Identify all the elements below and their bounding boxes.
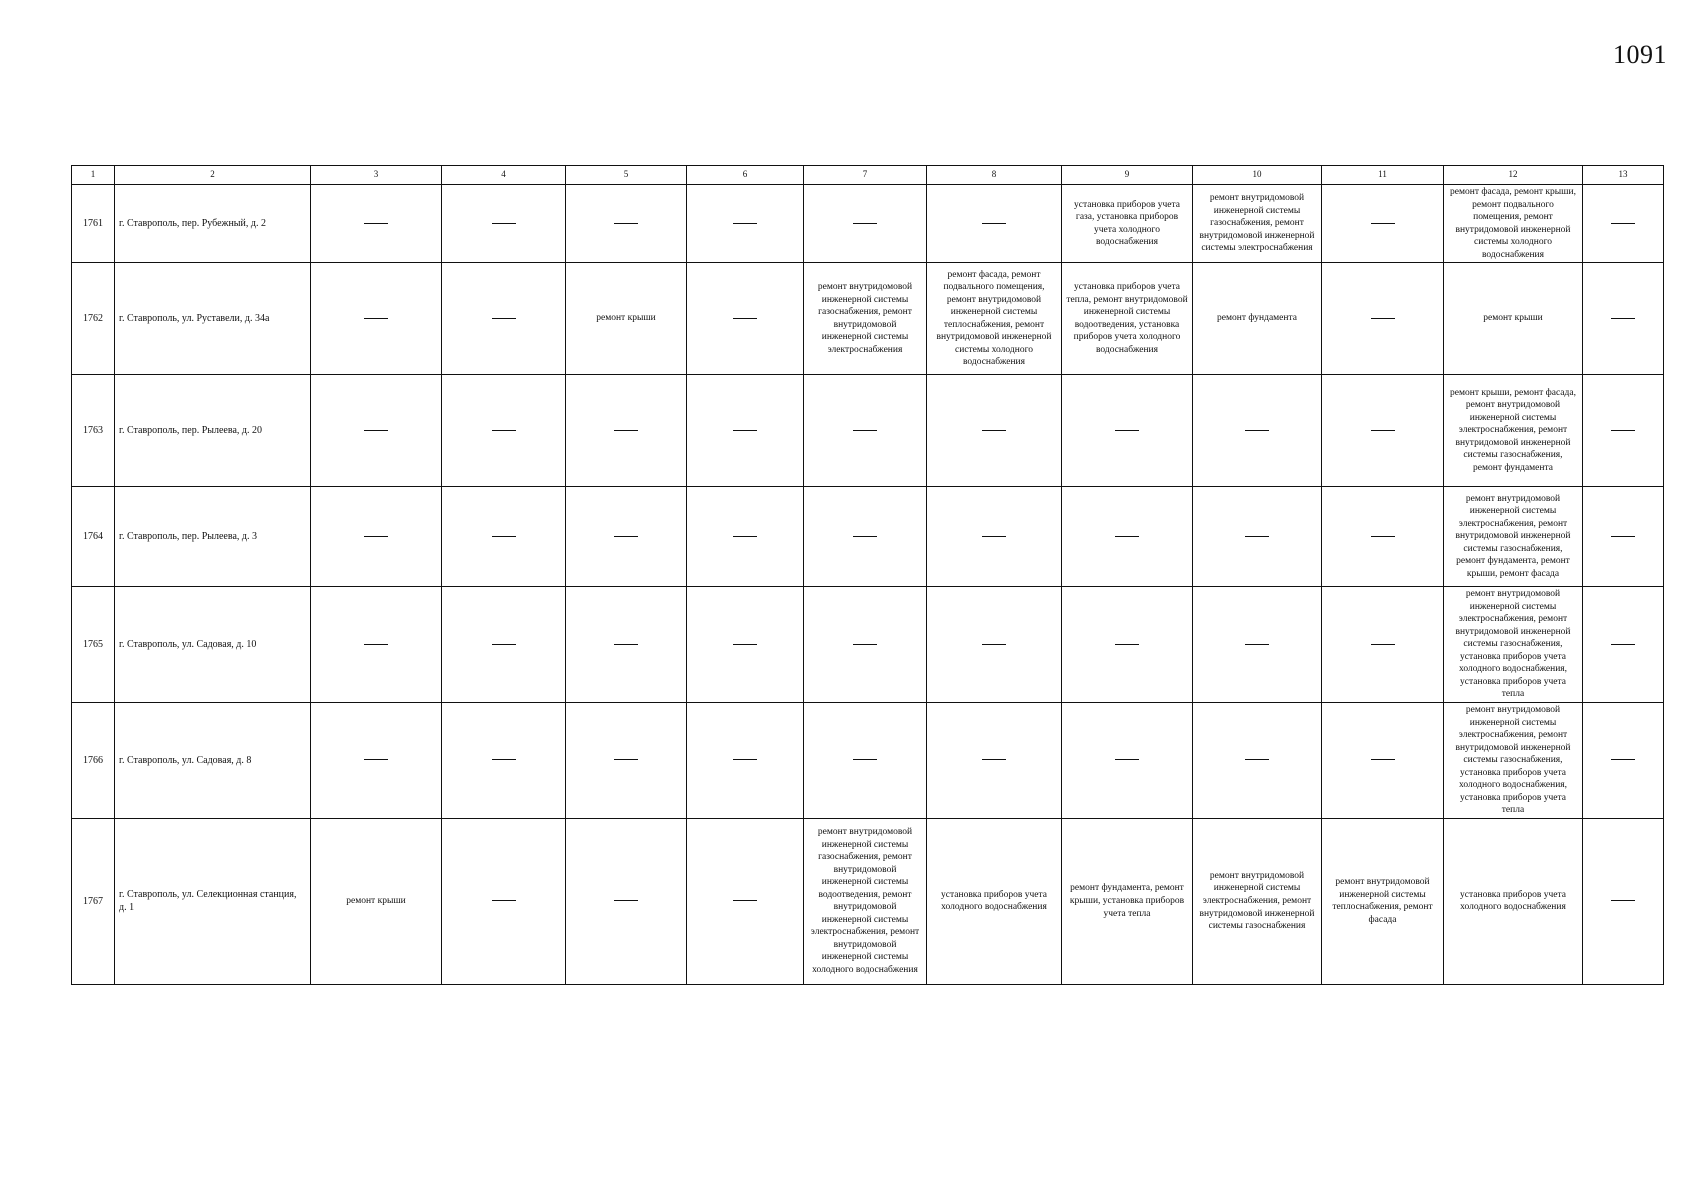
- table-cell: [1583, 702, 1664, 818]
- table-cell: ремонт внутридомовой инженерной системы электроснабжения, ремонт внутридомовой инженерной системы газоснабжения: [1193, 818, 1322, 984]
- empty-dash: [364, 223, 388, 224]
- table-cell: [687, 185, 804, 263]
- empty-dash: [614, 644, 638, 645]
- table-cell: ремонт крыши: [566, 263, 687, 375]
- column-header: 10: [1193, 166, 1322, 185]
- table-cell: [566, 375, 687, 487]
- empty-dash: [1611, 318, 1635, 319]
- table-cell: ремонт фасада, ремонт подвального помещения, ремонт внутридомовой инженерной системы теплоснабжения, ремонт внутридомовой инженерной системы холодного водоснабжения: [927, 263, 1062, 375]
- table-cell: [442, 818, 566, 984]
- table-cell: [1193, 587, 1322, 703]
- table-cell: ремонт внутридомовой инженерной системы электроснабжения, ремонт внутридомовой инженерной системы газоснабжения, установка приборов учета холодного водоснабжения, установка приборов учета тепла: [1444, 702, 1583, 818]
- row-number: 1762: [72, 263, 115, 375]
- table-cell: [1322, 487, 1444, 587]
- table-cell: установка приборов учета холодного водоснабжения: [927, 818, 1062, 984]
- empty-dash: [853, 759, 877, 760]
- table-cell: [442, 702, 566, 818]
- empty-dash: [1611, 900, 1635, 901]
- header-row: [72, 166, 1664, 185]
- table-cell: [442, 185, 566, 263]
- table-cell: [804, 375, 927, 487]
- table-row: [72, 185, 1664, 263]
- table-cell: [1193, 487, 1322, 587]
- empty-dash: [1115, 644, 1139, 645]
- table-cell: ремонт крыши: [1444, 263, 1583, 375]
- table-cell: ремонт фасада, ремонт крыши, ремонт подвального помещения, ремонт внутридомовой инженерной системы холодного водоснабжения: [1444, 185, 1583, 263]
- table-cell: [311, 702, 442, 818]
- column-header: 4: [442, 166, 566, 185]
- table-cell: [927, 587, 1062, 703]
- empty-dash: [733, 536, 757, 537]
- empty-dash: [853, 536, 877, 537]
- address-cell: г. Ставрополь, ул. Селекционная станция, д. 1: [115, 818, 311, 984]
- table-cell: [1583, 375, 1664, 487]
- table-cell: [566, 487, 687, 587]
- table-cell: [566, 818, 687, 984]
- empty-dash: [733, 759, 757, 760]
- empty-dash: [614, 430, 638, 431]
- address-cell: г. Ставрополь, ул. Садовая, д. 8: [115, 702, 311, 818]
- empty-dash: [982, 644, 1006, 645]
- empty-dash: [1115, 759, 1139, 760]
- empty-dash: [1245, 430, 1269, 431]
- empty-dash: [1371, 223, 1395, 224]
- table-cell: установка приборов учета холодного водоснабжения: [1444, 818, 1583, 984]
- empty-dash: [1611, 536, 1635, 537]
- table-cell: ремонт внутридомовой инженерной системы газоснабжения, ремонт внутридомовой инженерной системы электроснабжения: [1193, 185, 1322, 263]
- table-cell: ремонт крыши: [311, 818, 442, 984]
- empty-dash: [492, 430, 516, 431]
- empty-dash: [982, 223, 1006, 224]
- empty-dash: [1611, 430, 1635, 431]
- empty-dash: [614, 536, 638, 537]
- table-cell: ремонт внутридомовой инженерной системы газоснабжения, ремонт внутридомовой инженерной системы водоотведения, ремонт внутридомовой инженерной системы электроснабжения, ремонт внутридомовой инженерной системы холодного водоснабжения: [804, 818, 927, 984]
- table-cell: ремонт фундамента, ремонт крыши, установка приборов учета тепла: [1062, 818, 1193, 984]
- table-cell: [311, 185, 442, 263]
- empty-dash: [1371, 644, 1395, 645]
- empty-dash: [1371, 318, 1395, 319]
- table-cell: [1322, 587, 1444, 703]
- table-cell: установка приборов учета тепла, ремонт внутридомовой инженерной системы водоотведения, установка приборов учета холодного водоснабжения: [1062, 263, 1193, 375]
- table-cell: [927, 702, 1062, 818]
- table-row: [72, 587, 1664, 703]
- empty-dash: [1611, 759, 1635, 760]
- table-cell: [804, 185, 927, 263]
- empty-dash: [492, 644, 516, 645]
- empty-dash: [492, 759, 516, 760]
- empty-dash: [733, 318, 757, 319]
- table-cell: [442, 587, 566, 703]
- table-cell: [1322, 185, 1444, 263]
- table-cell: [1583, 263, 1664, 375]
- column-header: 9: [1062, 166, 1193, 185]
- column-header: 11: [1322, 166, 1444, 185]
- address-cell: г. Ставрополь, пер. Рубежный, д. 2: [115, 185, 311, 263]
- table-cell: ремонт внутридомовой инженерной системы теплоснабжения, ремонт фасада: [1322, 818, 1444, 984]
- table-row: [72, 702, 1664, 818]
- address-cell: г. Ставрополь, пер. Рылеева, д. 20: [115, 375, 311, 487]
- table-cell: [927, 185, 1062, 263]
- table-cell: ремонт внутридомовой инженерной системы электроснабжения, ремонт внутридомовой инженерной системы газоснабжения, установка приборов учета холодного водоснабжения, установка приборов учета тепла: [1444, 587, 1583, 703]
- empty-dash: [492, 536, 516, 537]
- row-number: 1761: [72, 185, 115, 263]
- column-header: 7: [804, 166, 927, 185]
- table-cell: ремонт фундамента: [1193, 263, 1322, 375]
- row-number: 1766: [72, 702, 115, 818]
- empty-dash: [364, 644, 388, 645]
- table-cell: [1062, 702, 1193, 818]
- empty-dash: [733, 223, 757, 224]
- empty-dash: [733, 644, 757, 645]
- empty-dash: [1611, 223, 1635, 224]
- table-cell: [687, 487, 804, 587]
- empty-dash: [982, 536, 1006, 537]
- table-cell: [1062, 587, 1193, 703]
- column-header: 6: [687, 166, 804, 185]
- empty-dash: [364, 759, 388, 760]
- empty-dash: [364, 318, 388, 319]
- column-header: 12: [1444, 166, 1583, 185]
- empty-dash: [1371, 536, 1395, 537]
- empty-dash: [614, 223, 638, 224]
- table-cell: [1062, 487, 1193, 587]
- table-cell: ремонт внутридомовой инженерной системы газоснабжения, ремонт внутридомовой инженерной системы электроснабжения: [804, 263, 927, 375]
- page-number: 1091: [1613, 40, 1667, 69]
- table-cell: [687, 587, 804, 703]
- column-header: 1: [72, 166, 115, 185]
- column-header: 3: [311, 166, 442, 185]
- column-header: 5: [566, 166, 687, 185]
- table-cell: [927, 375, 1062, 487]
- row-number: 1764: [72, 487, 115, 587]
- address-cell: г. Ставрополь, ул. Садовая, д. 10: [115, 587, 311, 703]
- empty-dash: [1245, 644, 1269, 645]
- table-row: [72, 375, 1664, 487]
- table-cell: [1322, 702, 1444, 818]
- empty-dash: [733, 900, 757, 901]
- table-cell: [687, 702, 804, 818]
- table-cell: [311, 587, 442, 703]
- table-cell: [1583, 487, 1664, 587]
- table-cell: [804, 702, 927, 818]
- column-header: 13: [1583, 166, 1664, 185]
- empty-dash: [492, 223, 516, 224]
- table-cell: [1062, 375, 1193, 487]
- table-cell: [311, 487, 442, 587]
- empty-dash: [982, 759, 1006, 760]
- empty-dash: [1115, 536, 1139, 537]
- table-row: [72, 818, 1664, 984]
- empty-dash: [1115, 430, 1139, 431]
- column-header: 2: [115, 166, 311, 185]
- empty-dash: [853, 430, 877, 431]
- column-header: 8: [927, 166, 1062, 185]
- empty-dash: [1371, 430, 1395, 431]
- empty-dash: [1371, 759, 1395, 760]
- table-cell: [1193, 375, 1322, 487]
- empty-dash: [614, 900, 638, 901]
- row-number: 1767: [72, 818, 115, 984]
- empty-dash: [1611, 644, 1635, 645]
- empty-dash: [982, 430, 1006, 431]
- empty-dash: [364, 430, 388, 431]
- empty-dash: [492, 318, 516, 319]
- table-cell: [566, 185, 687, 263]
- table-cell: [566, 587, 687, 703]
- table-cell: [311, 375, 442, 487]
- empty-dash: [364, 536, 388, 537]
- table-cell: [1583, 818, 1664, 984]
- table-cell: [1322, 263, 1444, 375]
- table-cell: [1583, 587, 1664, 703]
- table-cell: [804, 587, 927, 703]
- empty-dash: [1245, 759, 1269, 760]
- table-cell: [442, 263, 566, 375]
- table-cell: [442, 375, 566, 487]
- table-cell: [687, 263, 804, 375]
- table-cell: [687, 375, 804, 487]
- table-cell: [1583, 185, 1664, 263]
- address-cell: г. Ставрополь, пер. Рылеева, д. 3: [115, 487, 311, 587]
- table-cell: [442, 487, 566, 587]
- empty-dash: [1245, 536, 1269, 537]
- table-cell: [566, 702, 687, 818]
- table-row: [72, 263, 1664, 375]
- empty-dash: [853, 223, 877, 224]
- row-number: 1763: [72, 375, 115, 487]
- table-cell: [311, 263, 442, 375]
- table-cell: [804, 487, 927, 587]
- table-cell: [687, 818, 804, 984]
- table-cell: [1322, 375, 1444, 487]
- table-cell: установка приборов учета газа, установка приборов учета холодного водоснабжения: [1062, 185, 1193, 263]
- empty-dash: [492, 900, 516, 901]
- table-cell: [1193, 702, 1322, 818]
- table-cell: ремонт внутридомовой инженерной системы электроснабжения, ремонт внутридомовой инженерной системы газоснабжения, ремонт фундамента, ремонт крыши, ремонт фасада: [1444, 487, 1583, 587]
- works-table: [71, 165, 1664, 985]
- address-cell: г. Ставрополь, ул. Руставели, д. 34а: [115, 263, 311, 375]
- empty-dash: [614, 759, 638, 760]
- table-cell: ремонт крыши, ремонт фасада, ремонт внутридомовой инженерной системы электроснабжения, ремонт внутридомовой инженерной системы газоснабжения, ремонт фундамента: [1444, 375, 1583, 487]
- empty-dash: [853, 644, 877, 645]
- table-row: [72, 487, 1664, 587]
- table-cell: [927, 487, 1062, 587]
- row-number: 1765: [72, 587, 115, 703]
- empty-dash: [733, 430, 757, 431]
